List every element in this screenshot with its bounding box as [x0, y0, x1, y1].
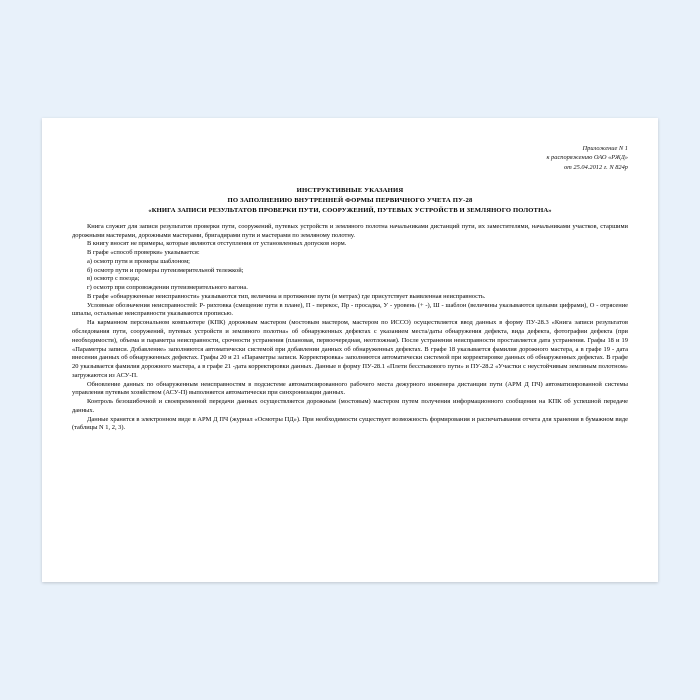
appendix-line-1: Приложение N 1	[582, 145, 628, 152]
paragraph: Обновление данных по обнаруженным неисправностям в подсистеме автоматизированного рабочего места дежурного инженера дистанции пути (АРМ Д ПЧ) автоматизированной системы управления путевым хозяйством (АСУ-П) выполняется автоматически при синхронизации данных.	[72, 380, 628, 397]
paragraph: г) осмотр при сопровождении путеизмерительного вагона.	[87, 284, 248, 292]
paragraph: Контроль безошибочной и своевременной передачи данных осуществляется дорожным (мостовым) мастером путем получения информационного сообщения на КПК об успешной передаче данных.	[72, 398, 628, 414]
appendix-block	[72, 144, 628, 172]
paragraph: Книга служит для записи результатов проверки пути, сооружений, путевых устройств и земляного полотна начальниками дистанций пути, их заместителями, начальниками участков, старшими дорожными мастерами, дорожными мастерами, бригадирами пути и мастерами по земляному полотну.	[72, 222, 628, 239]
appendix-line-2: к распоряжению ОАО «РЖД»	[546, 154, 628, 162]
paragraph: Данные хранятся в электронном виде в АРМ Д ПЧ (журнал «Осмотры ПД»). При необходимости существует возможность формирования и распечатывания отчета для хранения в бумажном виде (таблицы N 1, 2, 3).	[72, 415, 628, 432]
appendix-line-3: от 25.04.2012 г. N 824р	[563, 163, 628, 171]
title-line-2: ПО ЗАПОЛНЕНИЮ ВНУТРЕННЕЙ ФОРМЫ ПЕРВИЧНОГО УЧЕТА ПУ-28	[227, 196, 473, 204]
title-line-3: «КНИГА ЗАПИСИ РЕЗУЛЬТАТОВ ПРОВЕРКИ ПУТИ, СООРУЖЕНИЙ, ПУТЕВЫХ УСТРОЙСТВ И ЗЕМЛЯНОГО ПОЛОТНА»	[148, 206, 552, 214]
title-line-1: ИНСТРУКТИВНЫЕ УКАЗАНИЯ	[296, 186, 404, 194]
paragraph: Условные обозначения неисправностей: Р- рихтовка (смещение пути в плане), П - перекос, Пр - просадка, У - уровень (+ -), Ш - шаблон (величины указываются целыми цифрами), О - отрясение шпалы, остальные неисправности указываются прописью.	[72, 301, 628, 318]
document-title	[72, 186, 628, 216]
paragraph: в) осмотр с поезда;	[87, 275, 140, 283]
paragraph: В графе «способ проверки» указывается:	[87, 249, 200, 257]
paragraph: б) осмотр пути и промеры путеизмерительной тележкой;	[87, 266, 244, 274]
paragraph: На карманном персональном компьютере (КПК) дорожным мастером (мостовым мастером, мастером по ИССО) осуществляется ввод данных в форму ПУ-28.3 «Книга записи результатов обследования пути, сооружений, путевых устройств и земляного полотна» об обнаруженных дефектах с указанием места/даты обнаружения дефекта, вида дефекта, фотографии дефекта (при необходимости), объема и параметра неисправности, срочности устранения (плановая, первоочередная, неотложная). После устранения неисправности проставляется дата устранения. Графы 18 и 19 «Параметры записи. Добавление» заполняются автоматически системой при добавлении данных об обнаруженных дефектах. В графе 18 указывается фамилия дорожного мастера, а в графе 19 - дата внесения данных об обнаруженных дефектах. Графы 20 и 21 «Параметры записи. Корректировка» заполняются автоматически системой при корректировке данных об обнаруженных дефектах. В графе 20 указывается фамилия дорожного мастера, а в графе 21 -дата корректировки данных. Данные в форму ПУ-28.1 «Плети бесстыкового пути» и ПУ-28.2 «Участки с неустойчивым земляным полотном» загружаются из АСУ-П.	[72, 319, 628, 379]
document-page	[42, 118, 658, 582]
paragraph: В книгу вносят не примеры, которые являются отступления от установленных допусков норм.	[87, 240, 347, 248]
paragraph: а) осмотр пути и промеры шаблоном;	[87, 257, 190, 265]
document-body	[72, 223, 628, 433]
paragraph: В графе «обнаруженные неисправности» указываются тип, величина и протяжение пути (в метрах) где присутствует выявленная неисправность.	[87, 292, 486, 300]
